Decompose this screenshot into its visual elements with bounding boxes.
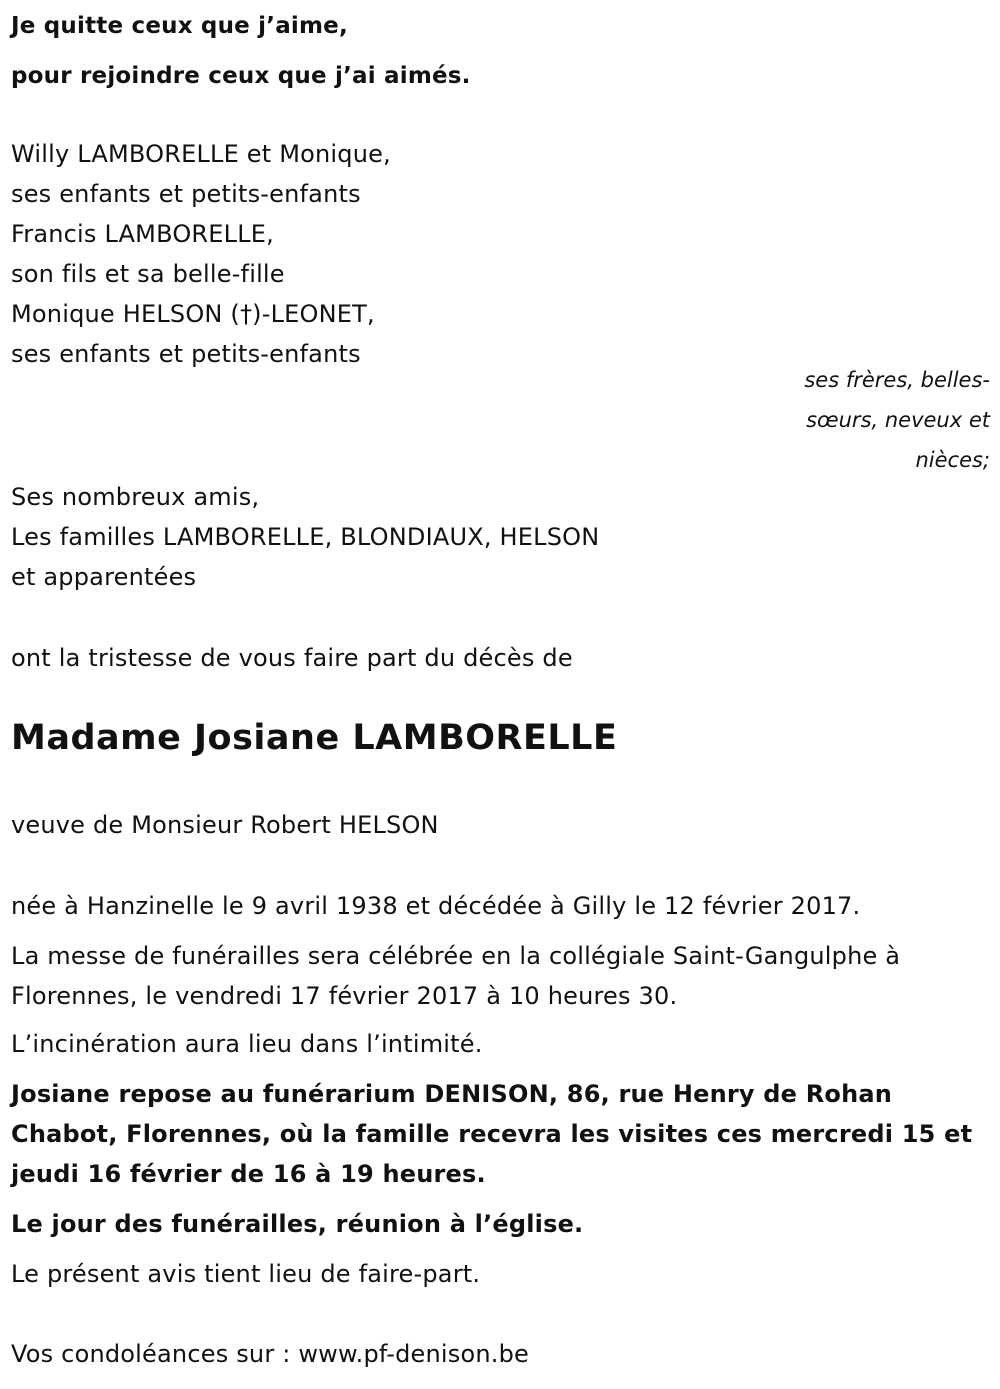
birth-death: née à Hanzinelle le 9 avril 1938 et décédée à Gilly le 12 février 2017. [11, 892, 861, 920]
epigraph-line-1: Je quitte ceux que j’aime, [11, 13, 348, 39]
visitation-line-3: jeudi 16 février de 16 à 19 heures. [11, 1160, 486, 1188]
side-note-line-2: sœurs, neveux et [806, 408, 990, 432]
family-line-2: ses enfants et petits-enfants [11, 180, 361, 208]
widow-of: veuve de Monsieur Robert HELSON [11, 811, 439, 839]
notice-note: Le présent avis tient lieu de faire-part. [11, 1260, 481, 1288]
meeting-note: Le jour des funérailles, réunion à l’église. [11, 1210, 584, 1238]
deceased-name: Madame Josiane LAMBORELLE [11, 718, 618, 758]
announcement: ont la tristesse de vous faire part du décès de [11, 644, 573, 672]
friends-line-1: Ses nombreux amis, [11, 483, 260, 511]
funeral-mass-line-2: Florennes, le vendredi 17 février 2017 à 10 heures 30. [11, 982, 678, 1010]
family-line-5: Monique HELSON (†)-LEONET, [11, 300, 375, 328]
funeral-mass-line-1: La messe de funérailles sera célébrée en la collégiale Saint-Gangulphe à [11, 942, 901, 970]
friends-line-3: et apparentées [11, 563, 197, 591]
family-line-1: Willy LAMBORELLE et Monique, [11, 140, 391, 168]
side-note-line-1: ses frères, belles- [804, 368, 990, 392]
family-line-3: Francis LAMBORELLE, [11, 220, 274, 248]
side-note [760, 360, 990, 480]
epigraph-line-2: pour rejoindre ceux que j’ai aimés. [11, 63, 471, 89]
friends-line-2: Les familles LAMBORELLE, BLONDIAUX, HELSON [11, 523, 600, 551]
condolences-link[interactable]: Vos condoléances sur : www.pf-denison.be [11, 1340, 529, 1368]
visitation-line-2: Chabot, Florennes, où la famille recevra les visites ces mercredi 15 et [11, 1120, 973, 1148]
cremation: L’incinération aura lieu dans l’intimité. [11, 1030, 483, 1058]
visitation-line-1: Josiane repose au funérarium DENISON, 86, rue Henry de Rohan [11, 1080, 893, 1108]
family-line-6: ses enfants et petits-enfants [11, 340, 361, 368]
side-note-line-3: nièces; [915, 448, 990, 472]
family-line-4: son fils et sa belle-fille [11, 260, 285, 288]
